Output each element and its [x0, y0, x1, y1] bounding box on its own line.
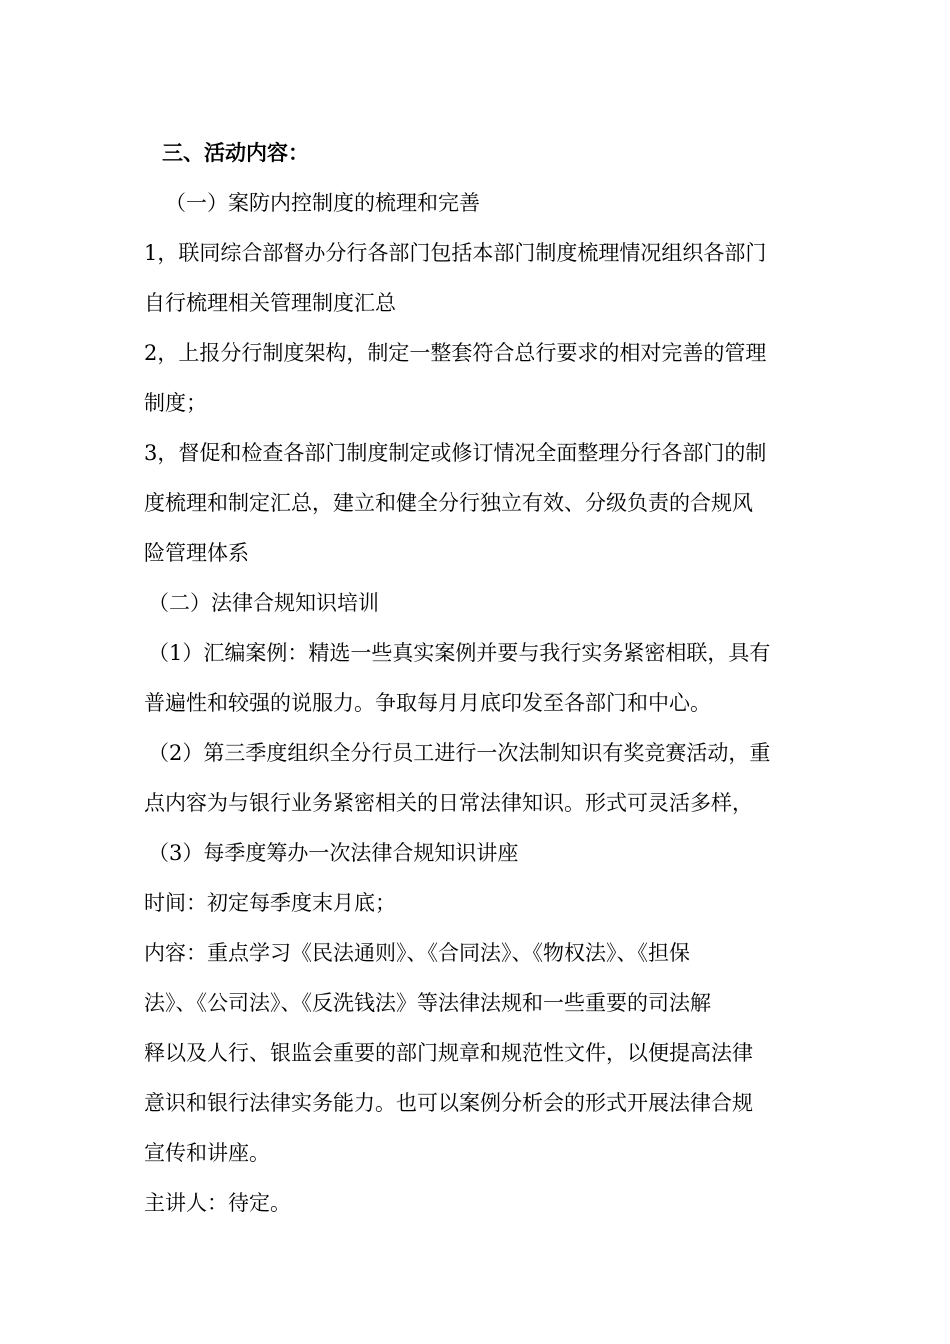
- paragraph-line: 内容：重点学习《民法通则》、《合同法》、《物权法》、《担保: [144, 941, 690, 965]
- paragraph-line: 2，上报分行制度架构，制定一整套符合总行要求的相对完善的管理: [144, 341, 767, 365]
- paragraph-line: 意识和银行法律实务能力。也可以案例分析会的形式开展法律合规: [144, 1091, 753, 1115]
- paragraph-line: 险管理体系: [144, 541, 249, 565]
- document-body: [144, 128, 806, 1228]
- paragraph-line: （3）每季度筹办一次法律合规知识讲座: [148, 841, 519, 865]
- paragraph-line: 度梳理和制定汇总，建立和健全分行独立有效、分级负责的合规风: [144, 491, 753, 515]
- paragraph-line: 宣传和讲座。: [144, 1141, 270, 1165]
- paragraph-line: （1）汇编案例：精选一些真实案例并要与我行实务紧密相联，具有: [148, 641, 771, 665]
- paragraph-line: 自行梳理相关管理制度汇总: [144, 291, 396, 315]
- subsection-title-2: （二）法律合规知识培训: [148, 591, 379, 615]
- paragraph-line: （2）第三季度组织全分行员工进行一次法制知识有奖竞赛活动，重: [148, 741, 771, 765]
- paragraph-line: 普遍性和较强的说服力。争取每月月底印发至各部门和中心。: [144, 691, 711, 715]
- paragraph-line: 制度；: [144, 391, 207, 415]
- paragraph-line: 主讲人：待定。: [144, 1191, 291, 1215]
- paragraph-line: 释以及人行、银监会重要的部门规章和规范性文件，以便提高法律: [144, 1041, 753, 1065]
- paragraph-line: 3，督促和检查各部门制度制定或修订情况全面整理分行各部门的制: [144, 441, 767, 465]
- paragraph-line: 时间：初定每季度末月底；: [144, 891, 396, 915]
- section-heading: 三、活动内容：: [162, 140, 309, 165]
- paragraph-line: 点内容为与银行业务紧密相关的日常法律知识。形式可灵活多样，: [144, 791, 753, 815]
- paragraph-line: 1，联同综合部督办分行各部门包括本部门制度梳理情况组织各部门: [144, 241, 767, 265]
- paragraph-line: 法》、《公司法》、《反洗钱法》等法律法规和一些重要的司法解: [144, 991, 711, 1015]
- subsection-title-1: （一）案防内控制度的梳理和完善: [165, 191, 480, 215]
